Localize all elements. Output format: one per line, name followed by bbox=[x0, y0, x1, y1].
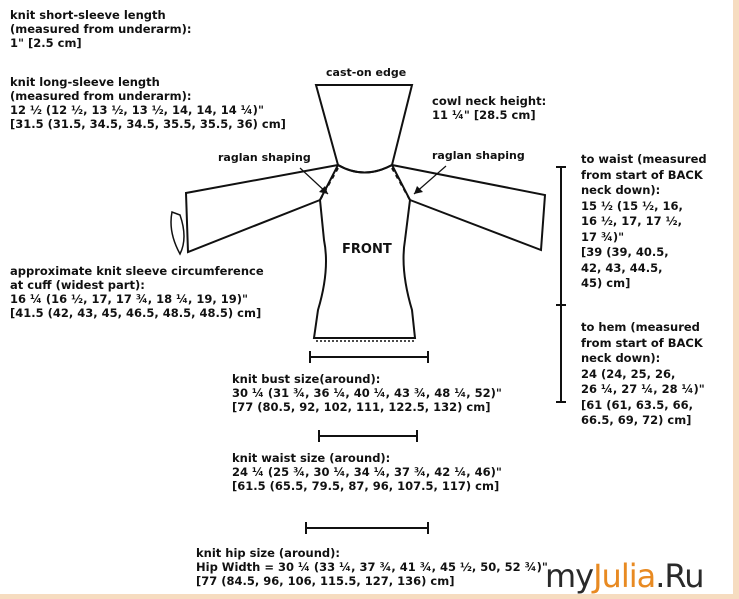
cowl-neck-outline bbox=[316, 85, 412, 173]
raglan-shaping-label-left: raglan shaping bbox=[218, 151, 311, 164]
to-hem-label: to hem (measured from start of BACK neck down): 24 (24, 25, 26, 26 ¼, 27 ¼, 28 ¼)" [61 (61, 63.5, 66, 66.5, 69, 72) cm] bbox=[581, 320, 705, 427]
cuff-loop bbox=[171, 212, 184, 254]
long-sleeve-length-label: knit long-sleeve length (measured from underarm): 12 ½ (12 ½, 13 ½, 13 ½, 14, 14, 14 ¼)" [31.5 (31.5, 34.5, 34.5, 35.5, 35.5, 36) cm] bbox=[10, 75, 286, 131]
short-sleeve-length-label: knit short-sleeve length (measured from underarm): 1" [2.5 cm] bbox=[10, 8, 192, 50]
to-waist-label: to waist (measured from start of BACK neck down): 15 ½ (15 ½, 16, 16 ½, 17, 17 ½, 17 ¾)" [39 (39, 40.5, 42, 43, 44.5, 45) cm] bbox=[581, 152, 707, 290]
hip-measure-bar bbox=[305, 522, 429, 534]
bust-measure-bar bbox=[309, 351, 429, 363]
hip-size-label: knit hip size (around): Hip Width = 30 ¼ (33 ¼, 37 ¾, 41 ¾, 45 ½, 50, 52 ¾)" [77 (84.5, 96, 106, 115.5, 127, 136) cm] bbox=[196, 546, 548, 588]
front-label: FRONT bbox=[342, 242, 392, 257]
waist-size-label: knit waist size (around): 24 ¼ (25 ¾, 30 ¼, 34 ¼, 37 ¾, 42 ¼, 46)" [61.5 (65.5, 79.5, 87, 96, 107.5, 117) cm] bbox=[232, 451, 502, 493]
sleeve-circumference-label: approximate knit sleeve circumference at cuff (widest part): 16 ¼ (16 ½, 17, 17 ¾, 18 ¼, 19, 19)" [41.5 (42, 43, 45, 46.5, 48.5, 48.5) cm] bbox=[10, 264, 264, 320]
right-sleeve-outline bbox=[392, 165, 545, 250]
waist-measure-bar bbox=[318, 430, 418, 442]
cast-on-edge-label: cast-on edge bbox=[326, 66, 407, 79]
bust-size-label: knit bust size(around): 30 ¼ (31 ¾, 36 ¼, 40 ¼, 43 ¾, 48 ¼, 52)" [77 (80.5, 92, 102, 111, 122.5, 132) cm] bbox=[232, 372, 502, 414]
watermark-logo: myJulia.Ru bbox=[545, 557, 704, 595]
raglan-shaping-label-right: raglan shaping bbox=[432, 149, 525, 162]
left-sleeve-outline bbox=[186, 165, 338, 252]
cowl-neck-height-label: cowl neck height: 11 ¼" [28.5 cm] bbox=[432, 94, 547, 122]
right-edge-strip bbox=[733, 0, 739, 599]
